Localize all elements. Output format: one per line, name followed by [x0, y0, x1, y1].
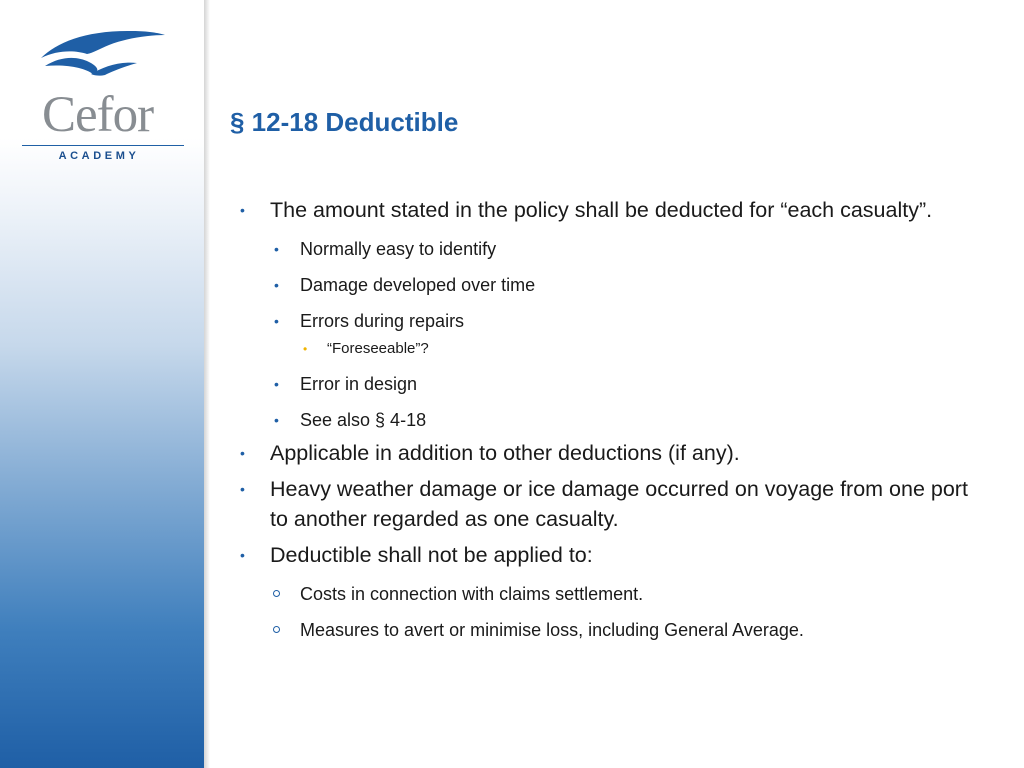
sub-bullet-item [270, 309, 985, 360]
sub-sub-bullet-item [300, 338, 985, 360]
sub-bullet-item [270, 618, 985, 642]
bullet-item [240, 438, 985, 468]
ring-bullet-icon [273, 626, 280, 633]
bullet-item [240, 474, 985, 534]
bullet-icon: • [240, 202, 245, 218]
slide-title: § 12-18 Deductible [230, 107, 459, 137]
bullet-icon: • [240, 547, 245, 563]
bullet-list [240, 195, 985, 642]
bullet-icon: • [274, 277, 279, 293]
sidebar-shadow [204, 0, 210, 768]
bullet-text: The amount stated in the policy shall be deducted for “each casualty”. [270, 198, 933, 222]
bullet-text: Applicable in addition to other deductions (if any). [270, 441, 740, 465]
sub-bullet-text: See also § 4-18 [300, 410, 427, 430]
sub-bullet-text: Error in design [300, 374, 418, 394]
sub-sub-bullet-text: “Foreseeable”? [327, 340, 429, 357]
bullet-item [240, 540, 985, 642]
slide-content [240, 195, 985, 647]
logo-subtitle: ACADEMY [58, 150, 140, 162]
logo-divider [22, 145, 184, 146]
cefor-academy-logo [22, 28, 184, 168]
bullet-icon: • [274, 376, 279, 392]
wave-logo-icon [39, 28, 167, 84]
bullet-text: Deductible shall not be applied to: [270, 543, 593, 567]
sub-bullet-item [270, 237, 985, 261]
ring-bullet-icon [273, 590, 280, 597]
sub-bullet-item [270, 372, 985, 396]
sub-bullet-text: Measures to avert or minimise loss, including General Average. [300, 620, 804, 640]
bullet-icon: • [274, 313, 279, 329]
bullet-icon: • [303, 342, 308, 356]
bullet-icon: • [274, 412, 279, 428]
logo-wordmark: Cefor [42, 87, 154, 143]
bullet-icon: • [240, 445, 245, 461]
sub-bullet-text: Damage developed over time [300, 275, 536, 295]
sub-bullet-list [270, 237, 985, 432]
sub-bullet-text: Errors during repairs [300, 311, 465, 331]
sub-bullet-text: Normally easy to identify [300, 239, 497, 259]
sub-bullet-item [270, 273, 985, 297]
bullet-item [240, 195, 985, 432]
sub-bullet-list [270, 582, 985, 642]
sub-sub-bullet-list [300, 338, 985, 360]
sub-bullet-item [270, 582, 985, 606]
bullet-icon: • [240, 481, 245, 497]
sub-bullet-text: Costs in connection with claims settlement. [300, 584, 644, 604]
sub-bullet-item [270, 408, 985, 432]
bullet-text: Heavy weather damage or ice damage occurred on voyage from one port to another regarded as one casualty. [270, 477, 968, 531]
bullet-icon: • [274, 241, 279, 257]
